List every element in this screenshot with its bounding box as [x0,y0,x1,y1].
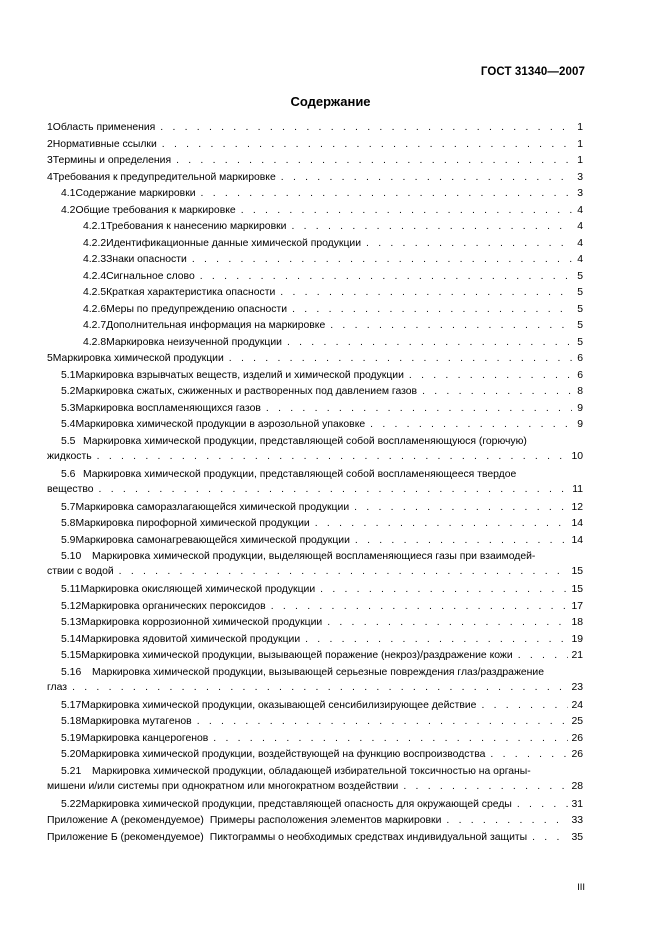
toc-entry-number: 5.16 [61,666,82,678]
toc-entry-number: 5.4 [61,419,76,430]
toc-entry[interactable] [47,797,583,814]
dot-leader [72,680,568,695]
toc-entry-number: 4.2.7 [83,320,107,331]
dot-leader [330,318,572,333]
dot-leader [315,516,569,531]
dot-leader [517,797,569,812]
dot-leader [370,417,572,432]
toc-entry-page: 1 [577,138,583,150]
page-title: Содержание [290,94,371,109]
toc-entry-page: 19 [571,633,583,645]
toc-entry-title: Маркировка окисляющей химической продукции [80,584,316,595]
page-number: III [577,882,585,893]
toc-entry-page: 6 [577,369,583,381]
toc-entry[interactable] [47,632,583,649]
toc-entry[interactable] [47,549,583,582]
toc-entry-number: 2 [47,138,53,150]
toc-entry-page: 35 [571,831,583,843]
dot-leader [229,351,572,366]
dot-leader [201,186,572,201]
dot-leader [99,482,570,497]
toc-entry-number: 5.7 [61,501,76,513]
toc-entry-title: Маркировка химической продукции, выделяющей воспламеняющиеся газы при взаимодей- [92,551,536,562]
toc-entry-page: 15 [571,566,583,578]
dot-leader [446,813,568,828]
toc-entry-number: Приложение А (рекомендуемое) [47,815,204,826]
toc-entry-page: 15 [571,584,583,595]
toc-entry-page: 4 [577,221,583,232]
toc-entry[interactable] [47,401,583,418]
toc-entry-title: Маркировка химической продукции, представляющей опасность для окружающей среды [81,798,512,810]
toc-entry-number: 4.2 [61,204,76,216]
toc-entry-number: 5.18 [61,716,82,727]
toc-entry-number: 5.15 [61,650,82,661]
toc-entry-page: 14 [571,534,583,546]
toc-entry-page: 9 [577,419,583,430]
dot-leader [354,500,568,515]
dot-leader [281,170,572,185]
toc-entry-page: 18 [571,617,583,628]
toc-entry-title: Знаки опасности [106,254,187,265]
toc-entry-page: 14 [571,518,583,529]
toc-entry-title: Область применения [52,122,156,133]
toc-entry[interactable] [47,137,583,154]
toc-entry[interactable] [47,764,583,797]
toc-entry-number: 5.17 [61,699,82,711]
toc-entry[interactable] [47,351,583,368]
dot-leader [403,779,568,794]
toc-entry-page: 5 [577,287,583,298]
toc-entry-number: 5.8 [61,518,76,529]
toc-entry[interactable] [47,236,583,253]
toc-entry[interactable] [47,252,583,269]
toc-entry-number: 5.12 [61,600,82,612]
toc-entry[interactable] [47,830,583,847]
toc-entry-page: 4 [577,204,583,216]
toc-entry-number: 4.1 [61,188,76,199]
toc-entry[interactable] [47,731,583,748]
standard-number: ГОСТ 31340—2007 [480,66,585,78]
toc-entry[interactable] [47,434,583,467]
toc-entry-title: Меры по предупреждению опасности [106,303,288,315]
toc-entry-number: Приложение Б (рекомендуемое) [47,831,204,843]
toc-entry-page: 10 [571,450,583,462]
dot-leader [192,252,572,267]
toc-entry-title-continued: ствии с водой [47,566,114,578]
dot-leader [366,236,572,251]
toc-entry-page: 8 [577,386,583,397]
toc-entry-title: Сигнальное слово [106,270,195,282]
toc-entry-page: 3 [577,171,583,183]
dot-leader [176,153,572,168]
table-of-contents [47,120,583,846]
toc-entry-page: 12 [571,501,583,513]
toc-entry-title: Нормативные ссылки [52,138,157,150]
dot-leader [305,632,568,647]
toc-entry[interactable] [47,648,583,665]
toc-entry-page: 23 [571,681,583,693]
toc-entry-number: 5.3 [61,402,76,414]
toc-entry-page: 1 [577,155,583,166]
dot-leader [97,449,569,464]
toc-entry-title-continued: мишени и/или системы при однократном или многократном воздействии [47,780,399,792]
toc-entry-number: 5.21 [61,765,82,777]
toc-entry-number: 4.2.4 [83,270,107,282]
dot-leader [327,615,568,630]
toc-entry-page: 26 [571,732,583,744]
toc-entry-page: 17 [571,600,583,612]
dot-leader [320,582,568,597]
dot-leader [266,401,572,416]
toc-entry-title: Маркировка химической продукции, вызывающей поражение (некроз)/раздражение кожи [81,650,513,661]
toc-entry-number: 4.2.5 [83,287,107,298]
toc-entry-number: 4.2.2 [83,237,107,249]
dot-leader [518,648,569,663]
toc-entry[interactable] [47,615,583,632]
dot-leader [481,698,568,713]
toc-entry[interactable] [47,302,583,319]
toc-entry-title: Маркировка канцерогенов [81,732,209,744]
toc-entry-number: 5.6 [61,468,76,480]
toc-entry-title: Общие требования к маркировке [75,204,236,216]
dot-leader [532,830,568,845]
toc-entry-title: Маркировка химической продукции, представляющей собой воспламеняющееся твердое [83,468,517,480]
dot-leader [292,302,572,317]
dot-leader [355,533,569,548]
dot-leader [280,285,572,300]
toc-entry-page: 31 [571,798,583,810]
toc-entry-title-continued: жидкость [47,450,92,462]
toc-entry-title: Краткая характеристика опасности [106,287,276,298]
toc-entry[interactable] [47,417,583,434]
toc-entry[interactable] [47,714,583,731]
toc-entry[interactable] [47,747,583,764]
toc-entry-title: Маркировка самонагревающейся химической продукции [75,534,350,546]
toc-entry-number: 1 [47,122,53,133]
toc-entry-title: Маркировка химической продукции, представляющей собой воспламеняющуюся (горючую) [83,435,527,447]
toc-entry-title: Содержание маркировки [75,188,196,199]
toc-entry-number: 5.10 [61,551,82,562]
toc-entry-page: 33 [571,815,583,826]
toc-entry-number: 5.14 [61,633,82,645]
toc-entry-number: 5.19 [61,732,82,744]
toc-entry-number: 4.2.3 [83,254,107,265]
toc-entry[interactable] [47,368,583,385]
toc-entry-page: 25 [571,716,583,727]
toc-entry-number: 5.22 [61,798,82,810]
toc-entry[interactable] [47,533,583,550]
toc-entry-title: Маркировка ядовитой химической продукции [81,633,301,645]
toc-entry[interactable] [47,516,583,533]
toc-entry-page: 5 [577,336,583,348]
toc-entry-title: Маркировка пирофорной химической продукции [75,518,310,529]
toc-entry-title: Примеры расположения элементов маркировки [209,815,442,826]
toc-entry[interactable] [47,813,583,830]
toc-entry-number: 4.2.8 [83,336,107,348]
toc-entry[interactable] [47,335,583,352]
toc-entry-title: Маркировка органических пероксидов [81,600,266,612]
dot-leader [287,335,572,350]
toc-entry-title: Требования к нанесению маркировки [106,221,287,232]
toc-entry-page: 1 [577,122,583,133]
toc-entry-page: 5 [577,303,583,315]
toc-entry-title: Маркировка химической продукции, оказывающей сенсибилизирующее действие [81,699,477,711]
toc-entry[interactable] [47,120,583,137]
toc-entry-number: 3 [47,155,53,166]
dot-leader [490,747,568,762]
toc-entry-page: 6 [577,353,583,364]
toc-entry[interactable] [47,186,583,203]
dot-leader [119,564,569,579]
toc-entry-page: 5 [577,270,583,282]
toc-entry-number: 5.13 [61,617,82,628]
toc-entry-title-continued: вещество [47,483,94,495]
toc-entry[interactable] [47,582,583,599]
toc-entry-title: Маркировка химической продукции [52,353,224,364]
toc-entry-title: Идентификационные данные химической продукции [106,237,362,249]
toc-entry-title: Маркировка химической продукции в аэрозольной упаковке [75,419,366,430]
toc-entry-title: Маркировка неизученной продукции [106,336,282,348]
dot-leader [162,137,572,152]
toc-entry-number: 5 [47,353,53,364]
dot-leader [213,731,568,746]
toc-entry[interactable] [47,219,583,236]
dot-leader [409,368,572,383]
toc-entry[interactable] [47,285,583,302]
dot-leader [241,203,572,218]
toc-entry-page: 24 [571,699,583,711]
toc-entry-title: Дополнительная информация на маркировке [106,320,326,331]
toc-entry-title: Маркировка воспламеняющихся газов [75,402,261,414]
toc-entry-page: 5 [577,320,583,331]
toc-entry-title: Требования к предупредительной маркировке [52,171,276,183]
toc-entry-number: 5.2 [61,386,76,397]
toc-entry-title: Маркировка химической продукции, обладающей избирательной токсичностью на органы- [92,765,531,777]
toc-entry-number: 5.1 [61,369,76,381]
toc-entry-title: Маркировка коррозионной химической продукции [81,617,323,628]
toc-entry-title: Маркировка мутагенов [81,716,192,727]
dot-leader [422,384,572,399]
toc-entry-page: 28 [571,780,583,792]
toc-entry-page: 21 [571,650,583,661]
toc-entry-number: 5.20 [61,749,82,760]
toc-entry-page: 11 [572,483,583,495]
dot-leader [291,219,572,234]
toc-entry[interactable] [47,203,583,220]
toc-entry-title-continued: глаз [47,681,68,693]
toc-entry[interactable] [47,153,583,170]
toc-entry-number: 5.11 [61,584,81,595]
toc-entry-page: 4 [577,254,583,265]
toc-entry[interactable] [47,665,583,698]
toc-entry-title: Маркировка взрывчатых веществ, изделий и химической продукции [75,369,404,381]
toc-entry-number: 5.9 [61,534,76,546]
toc-entry[interactable] [47,269,583,286]
toc-entry-title: Маркировка химической продукции, вызывающей серьезные повреждения глаз/раздражение [92,666,545,678]
toc-entry[interactable] [47,500,583,517]
toc-entry-number: 4.2.6 [83,303,107,315]
toc-entry[interactable] [47,318,583,335]
toc-entry-title: Маркировка сжатых, сжиженных и растворенных под давлением газов [75,386,418,397]
toc-entry-number: 5.5 [61,435,76,447]
toc-entry[interactable] [47,698,583,715]
toc-entry[interactable] [47,599,583,616]
toc-entry-page: 4 [577,237,583,249]
toc-entry-page: 9 [577,402,583,414]
dot-leader [200,269,572,284]
toc-entry-title: Маркировка химической продукции, воздействующей на функцию воспроизводства [81,749,486,760]
toc-entry-page: 3 [577,188,583,199]
toc-entry-title: Маркировка саморазлагающейся химической продукции [75,501,350,513]
toc-entry-number: 4.2.1 [83,221,107,232]
dot-leader [271,599,569,614]
toc-entry-title: Термины и определения [52,155,172,166]
toc-entry-page: 26 [571,749,583,760]
toc-entry-title: Пиктограммы о необходимых средствах индивидуальной защиты [209,831,528,843]
toc-entry-number: 4 [47,171,53,183]
dot-leader [197,714,569,729]
toc-entry[interactable] [47,384,583,401]
toc-entry[interactable] [47,467,583,500]
toc-entry[interactable] [47,170,583,187]
dot-leader [160,120,572,135]
